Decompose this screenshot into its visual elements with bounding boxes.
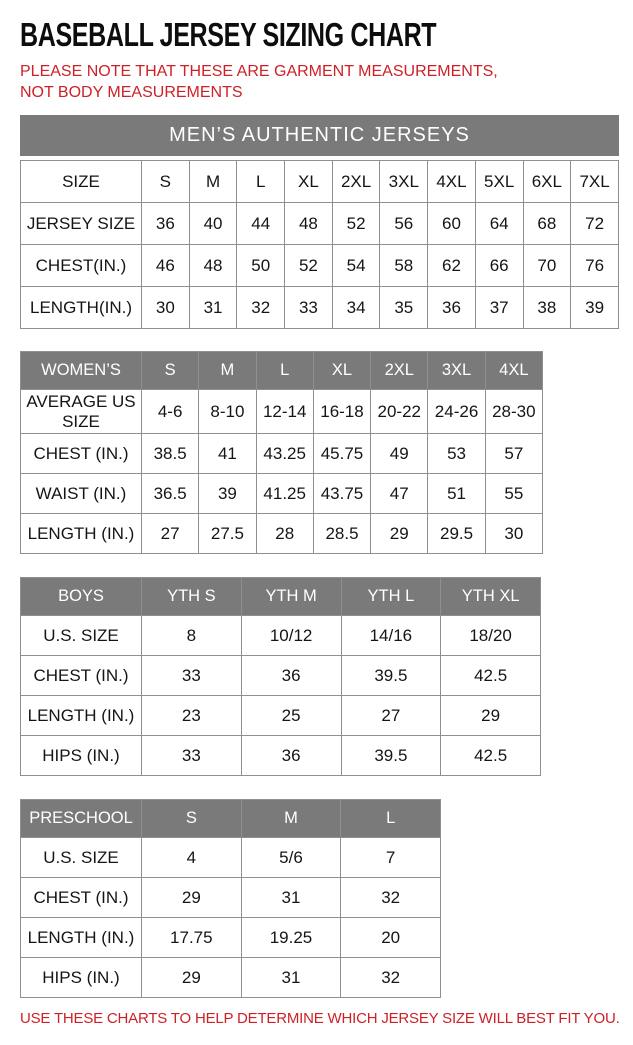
measurement-value: 33 — [142, 736, 242, 776]
measurement-value: 46 — [142, 245, 190, 287]
measurement-row — [21, 838, 441, 878]
size-column-header: 2XL — [332, 161, 380, 203]
measurement-value: 4 — [142, 838, 242, 878]
measurement-row — [21, 245, 619, 287]
measurement-value: 72 — [571, 203, 619, 245]
measurement-value: 39 — [199, 474, 256, 514]
measurement-row — [21, 736, 541, 776]
measurement-value: 31 — [241, 958, 341, 998]
size-column-header: YTH XL — [441, 578, 541, 616]
page-title: BASEBALL JERSEY SIZING CHART — [20, 16, 437, 53]
measurement-value: 28 — [256, 514, 313, 554]
measurement-value: 8-10 — [199, 390, 256, 434]
mens-banner-label: MEN’S AUTHENTIC JERSEYS — [169, 124, 470, 146]
measurement-value: 48 — [189, 245, 237, 287]
measurement-value: 34 — [332, 287, 380, 329]
size-column-header: XL — [313, 352, 370, 390]
measurement-value: 66 — [475, 245, 523, 287]
measurement-value: 31 — [241, 878, 341, 918]
row-label: JERSEY SIZE — [21, 203, 142, 245]
measurement-value: 17.75 — [142, 918, 242, 958]
measurement-value: 45.75 — [313, 434, 370, 474]
table-title-cell: WOMEN’S — [21, 352, 142, 390]
row-label: LENGTH (IN.) — [21, 696, 142, 736]
size-column-header: L — [256, 352, 313, 390]
row-label: HIPS (IN.) — [21, 958, 142, 998]
measurement-value: 60 — [428, 203, 476, 245]
measurement-value: 39 — [571, 287, 619, 329]
measurement-value: 42.5 — [441, 656, 541, 696]
measurement-row — [21, 474, 543, 514]
mens-sizing-table — [20, 160, 619, 329]
table-title-cell: PRESCHOOL — [21, 800, 142, 838]
size-column-header: 6XL — [523, 161, 571, 203]
measurement-value: 55 — [485, 474, 542, 514]
size-column-header: YTH L — [341, 578, 441, 616]
measurement-value: 27.5 — [199, 514, 256, 554]
measurement-value: 29 — [142, 878, 242, 918]
measurement-value: 29 — [371, 514, 428, 554]
measurement-value: 32 — [341, 878, 441, 918]
size-column-header: L — [237, 161, 285, 203]
measurement-value: 24-26 — [428, 390, 485, 434]
measurement-value: 16-18 — [313, 390, 370, 434]
row-label: CHEST (IN.) — [21, 878, 142, 918]
row-label: U.S. SIZE — [21, 616, 142, 656]
measurement-value: 10/12 — [241, 616, 341, 656]
measurement-value: 23 — [142, 696, 242, 736]
size-column-header: L — [341, 800, 441, 838]
size-column-header: YTH M — [241, 578, 341, 616]
size-column-header: M — [199, 352, 256, 390]
measurement-value: 29.5 — [428, 514, 485, 554]
measurement-value: 43.25 — [256, 434, 313, 474]
measurement-value: 43.75 — [313, 474, 370, 514]
measurement-value: 68 — [523, 203, 571, 245]
measurement-value: 53 — [428, 434, 485, 474]
measurement-value: 76 — [571, 245, 619, 287]
measurement-value: 40 — [189, 203, 237, 245]
measurement-value: 18/20 — [441, 616, 541, 656]
measurement-row — [21, 287, 619, 329]
size-column-header: YTH S — [142, 578, 242, 616]
size-column-header: M — [189, 161, 237, 203]
size-column-header: 4XL — [485, 352, 542, 390]
size-column-header: 3XL — [380, 161, 428, 203]
table-title-cell: SIZE — [21, 161, 142, 203]
measurement-row — [21, 616, 541, 656]
measurement-value: 64 — [475, 203, 523, 245]
measurement-value: 70 — [523, 245, 571, 287]
row-label: LENGTH (IN.) — [21, 918, 142, 958]
measurement-value: 32 — [237, 287, 285, 329]
measurement-value: 36 — [142, 203, 190, 245]
measurement-value: 20-22 — [371, 390, 428, 434]
measurement-value: 8 — [142, 616, 242, 656]
measurement-row — [21, 514, 543, 554]
size-column-header: 7XL — [571, 161, 619, 203]
measurement-value: 12-14 — [256, 390, 313, 434]
measurement-value: 50 — [237, 245, 285, 287]
header-row — [21, 578, 541, 616]
measurement-value: 30 — [142, 287, 190, 329]
measurement-value: 52 — [332, 203, 380, 245]
measurement-value: 52 — [285, 245, 333, 287]
measurement-value: 36 — [428, 287, 476, 329]
header-row — [21, 161, 619, 203]
measurement-value: 7 — [341, 838, 441, 878]
measurement-value: 35 — [380, 287, 428, 329]
boys-sizing-table — [20, 577, 541, 776]
measurement-value: 39.5 — [341, 656, 441, 696]
row-label: AVERAGE US SIZE — [21, 390, 142, 434]
measurement-value: 58 — [380, 245, 428, 287]
measurement-row — [21, 390, 543, 434]
measurement-value: 48 — [285, 203, 333, 245]
row-label: CHEST (IN.) — [21, 434, 142, 474]
measurement-value: 29 — [142, 958, 242, 998]
measurement-value: 44 — [237, 203, 285, 245]
measurement-value: 54 — [332, 245, 380, 287]
measurement-value: 27 — [341, 696, 441, 736]
garment-measurement-note: PLEASE NOTE THAT THESE ARE GARMENT MEASUREMENTS, NOT BODY MEASUREMENTS — [20, 63, 498, 101]
size-column-header: M — [241, 800, 341, 838]
size-column-header: 2XL — [371, 352, 428, 390]
measurement-value: 20 — [341, 918, 441, 958]
measurement-row — [21, 958, 441, 998]
measurement-value: 33 — [142, 656, 242, 696]
measurement-value: 19.25 — [241, 918, 341, 958]
measurement-value: 4-6 — [142, 390, 199, 434]
row-label: LENGTH(IN.) — [21, 287, 142, 329]
fit-advice-note: USE THESE CHARTS TO HELP DETERMINE WHICH JERSEY SIZE WILL BEST FIT YOU. — [20, 1010, 620, 1028]
measurement-value: 47 — [371, 474, 428, 514]
measurement-row — [21, 434, 543, 474]
measurement-row — [21, 878, 441, 918]
measurement-value: 36 — [241, 736, 341, 776]
measurement-value: 25 — [241, 696, 341, 736]
measurement-value: 36.5 — [142, 474, 199, 514]
measurement-value: 42.5 — [441, 736, 541, 776]
row-label: CHEST (IN.) — [21, 656, 142, 696]
measurement-row — [21, 203, 619, 245]
size-column-header: 3XL — [428, 352, 485, 390]
measurement-value: 29 — [441, 696, 541, 736]
size-column-header: S — [142, 161, 190, 203]
measurement-value: 37 — [475, 287, 523, 329]
row-label: CHEST(IN.) — [21, 245, 142, 287]
row-label: HIPS (IN.) — [21, 736, 142, 776]
womens-sizing-table — [20, 351, 543, 554]
measurement-value: 38 — [523, 287, 571, 329]
measurement-row — [21, 696, 541, 736]
measurement-value: 28-30 — [485, 390, 542, 434]
measurement-value: 39.5 — [341, 736, 441, 776]
preschool-sizing-table — [20, 799, 441, 998]
measurement-value: 57 — [485, 434, 542, 474]
row-label: U.S. SIZE — [21, 838, 142, 878]
row-label: WAIST (IN.) — [21, 474, 142, 514]
measurement-value: 5/6 — [241, 838, 341, 878]
header-row — [21, 800, 441, 838]
measurement-value: 41 — [199, 434, 256, 474]
row-label: LENGTH (IN.) — [21, 514, 142, 554]
table-title-cell: BOYS — [21, 578, 142, 616]
measurement-value: 62 — [428, 245, 476, 287]
size-column-header: 5XL — [475, 161, 523, 203]
measurement-value: 36 — [241, 656, 341, 696]
measurement-value: 31 — [189, 287, 237, 329]
measurement-value: 27 — [142, 514, 199, 554]
measurement-value: 38.5 — [142, 434, 199, 474]
measurement-row — [21, 656, 541, 696]
measurement-row — [21, 918, 441, 958]
measurement-value: 49 — [371, 434, 428, 474]
measurement-value: 33 — [285, 287, 333, 329]
header-row — [21, 352, 543, 390]
measurement-value: 14/16 — [341, 616, 441, 656]
measurement-value: 32 — [341, 958, 441, 998]
mens-authentic-jerseys-banner — [20, 115, 619, 156]
size-column-header: 4XL — [428, 161, 476, 203]
size-column-header: S — [142, 352, 199, 390]
measurement-value: 51 — [428, 474, 485, 514]
measurement-value: 28.5 — [313, 514, 370, 554]
measurement-value: 30 — [485, 514, 542, 554]
measurement-value: 56 — [380, 203, 428, 245]
size-column-header: S — [142, 800, 242, 838]
size-column-header: XL — [285, 161, 333, 203]
measurement-value: 41.25 — [256, 474, 313, 514]
